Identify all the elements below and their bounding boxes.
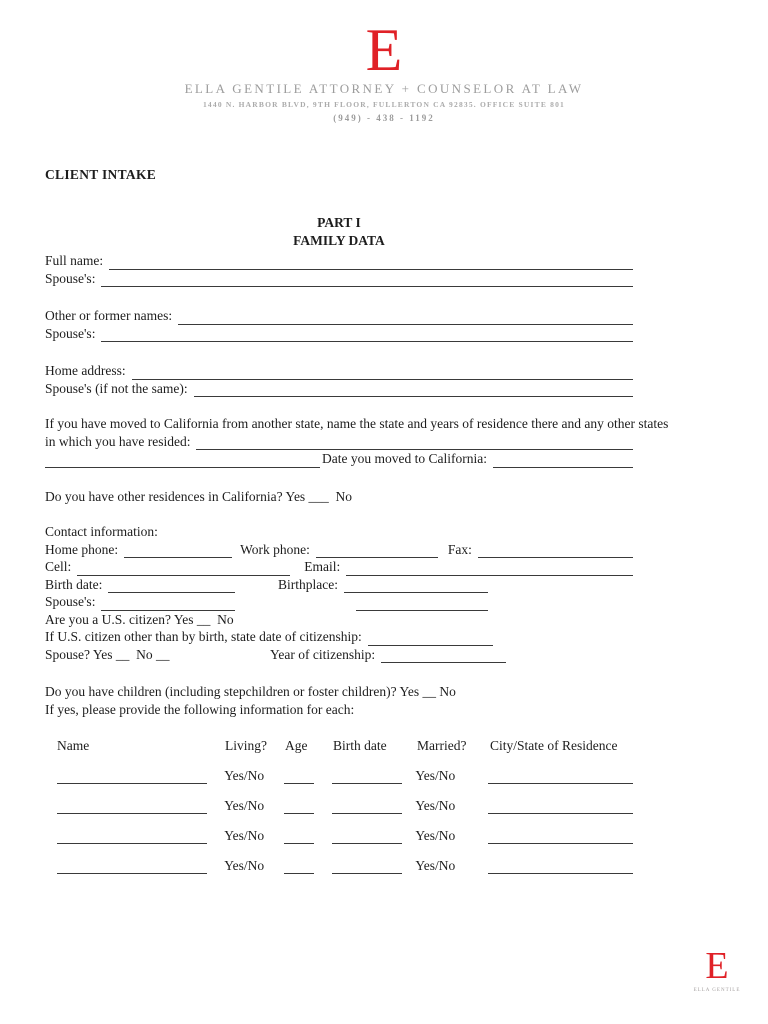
spouse-address-row — [45, 380, 633, 398]
other-residences-question: Do you have other residences in California? Yes ___ No — [45, 488, 353, 504]
child-3-birth-date-line — [332, 827, 402, 844]
spouse-birth-label: Spouse's: — [45, 594, 96, 609]
full-name-line — [109, 253, 633, 270]
fax-line — [478, 541, 633, 558]
spouse-address-line — [194, 380, 633, 397]
cell-line — [77, 559, 290, 576]
child-2-birth-date-line — [332, 797, 402, 814]
birthplace-label: Birthplace: — [278, 576, 338, 592]
intake-form — [0, 167, 768, 874]
family-data-heading: FAMILY DATA — [293, 232, 385, 248]
spouse-name-row — [45, 270, 633, 288]
birth-date-label: Birth date: — [45, 576, 103, 592]
child-row-4 — [57, 844, 633, 874]
child-1-name-line — [57, 767, 207, 784]
child-4-living-options: Yes/No — [224, 858, 265, 873]
spouse-name-line — [101, 270, 633, 287]
other-names-label: Other or former names: — [45, 308, 173, 323]
child-4-age-line — [284, 857, 314, 874]
child-3-living-options: Yes/No — [224, 828, 265, 843]
home-address-row — [45, 362, 633, 380]
birth-row — [45, 576, 633, 594]
year-citizenship-label: Year of citizenship: — [270, 646, 376, 662]
us-citizen-row — [45, 611, 633, 629]
home-address-line — [132, 363, 633, 380]
child-row-1 — [57, 754, 633, 784]
other-names-line — [178, 308, 633, 325]
full-name-row — [45, 252, 633, 270]
email-label: Email: — [304, 559, 341, 574]
birth-date-line — [108, 576, 235, 593]
col-header-living: Living? — [225, 738, 267, 753]
child-3-married-options: Yes/No — [415, 828, 456, 843]
other-residences-row — [45, 488, 633, 506]
part-heading: PART I — [317, 215, 361, 230]
col-header-birth-date: Birth date — [333, 738, 387, 753]
email-line — [346, 559, 633, 576]
birthplace-line — [344, 576, 488, 593]
footer-logo-caption: ELLA GENTILE — [693, 988, 741, 993]
home-phone-line — [124, 541, 232, 558]
cell-email-row — [45, 558, 633, 576]
firm-logo-monogram-icon: E — [365, 17, 403, 83]
spouse-name-label: Spouse's: — [45, 270, 96, 286]
child-3-city-state-line — [488, 827, 633, 844]
children-instruction: If yes, please provide the following information for each: — [45, 701, 355, 717]
spouse-birthplace-line — [356, 594, 488, 611]
footer-logo-monogram-icon: E — [705, 945, 729, 987]
contact-heading-row — [45, 523, 633, 541]
child-2-age-line — [284, 797, 314, 814]
spouse-other-names-row — [45, 325, 633, 343]
resided-label: in which you have resided: — [45, 433, 191, 449]
date-moved-row — [45, 450, 633, 468]
children-table — [45, 727, 633, 874]
col-header-city-state: City/State of Residence — [490, 738, 618, 753]
moved-question-line1 — [45, 415, 735, 433]
spouse-other-names-label: Spouse's: — [45, 325, 96, 341]
firm-phone: (949) - 438 - 1192 — [333, 113, 435, 123]
child-4-married-options: Yes/No — [415, 858, 456, 873]
home-phone-label: Home phone: — [45, 541, 119, 557]
resided-line — [196, 433, 633, 450]
spouse-address-label: Spouse's (if not the same): — [45, 380, 188, 396]
citizenship-date-line — [368, 629, 493, 646]
firm-name: ELLA GENTILE ATTORNEY + COUNSELOR AT LAW — [184, 81, 584, 96]
moved-question-line2-row — [45, 433, 633, 451]
phones-row — [45, 541, 633, 559]
full-name-label: Full name: — [45, 253, 104, 268]
spouse-birth-row — [45, 593, 633, 611]
date-moved-line — [493, 451, 633, 468]
fax-label: Fax: — [447, 541, 472, 557]
col-header-married: Married? — [417, 738, 467, 753]
child-4-birth-date-line — [332, 857, 402, 874]
other-names-row — [45, 307, 633, 325]
child-row-3 — [57, 814, 633, 844]
child-1-city-state-line — [488, 767, 633, 784]
home-address-label: Home address: — [45, 363, 126, 378]
children-table-header — [57, 727, 633, 754]
spouse-citizen-row — [45, 646, 633, 664]
firm-address: 1440 N. HARBOR BLVD, 9TH FLOOR, FULLERTON CA 92835. OFFICE SUITE 801 — [202, 100, 565, 109]
cell-label: Cell: — [45, 559, 72, 574]
footer-logo — [687, 946, 747, 993]
spouse-other-names-line — [101, 325, 633, 342]
children-question-row — [45, 683, 633, 701]
document-title: CLIENT INTAKE — [45, 167, 157, 182]
spouse-citizen-question: Spouse? Yes __ No __ — [45, 646, 170, 662]
child-4-name-line — [57, 857, 207, 874]
child-2-name-line — [57, 797, 207, 814]
child-row-2 — [57, 784, 633, 814]
col-header-age: Age — [285, 738, 308, 753]
child-1-married-options: Yes/No — [415, 768, 456, 783]
child-1-living-options: Yes/No — [224, 768, 265, 783]
child-3-name-line — [57, 827, 207, 844]
child-1-birth-date-line — [332, 767, 402, 784]
child-1-age-line — [284, 767, 314, 784]
section-headings — [45, 214, 633, 249]
children-instruction-row — [45, 701, 633, 719]
letterhead — [0, 0, 768, 123]
resided-continuation-line — [45, 451, 320, 468]
spouse-birth-date-line — [101, 594, 235, 611]
citizenship-date-row — [45, 628, 633, 646]
child-3-age-line — [284, 827, 314, 844]
col-header-name: Name — [57, 738, 90, 753]
work-phone-line — [316, 541, 438, 558]
child-2-city-state-line — [488, 797, 633, 814]
citizenship-date-label: If U.S. citizen other than by birth, state date of citizenship: — [45, 629, 362, 644]
year-citizenship-line — [381, 646, 506, 663]
contact-heading: Contact information: — [45, 524, 158, 539]
date-moved-label: Date you moved to California: — [322, 451, 487, 466]
children-question: Do you have children (including stepchildren or foster children)? Yes __ No — [45, 684, 456, 699]
moved-question-text: If you have moved to California from another state, name the state and years of residence there and any other states — [45, 416, 669, 431]
work-phone-label: Work phone: — [240, 541, 310, 557]
child-2-married-options: Yes/No — [415, 798, 456, 813]
child-2-living-options: Yes/No — [224, 798, 265, 813]
child-4-city-state-line — [488, 857, 633, 874]
us-citizen-question: Are you a U.S. citizen? Yes __ No — [45, 611, 234, 627]
